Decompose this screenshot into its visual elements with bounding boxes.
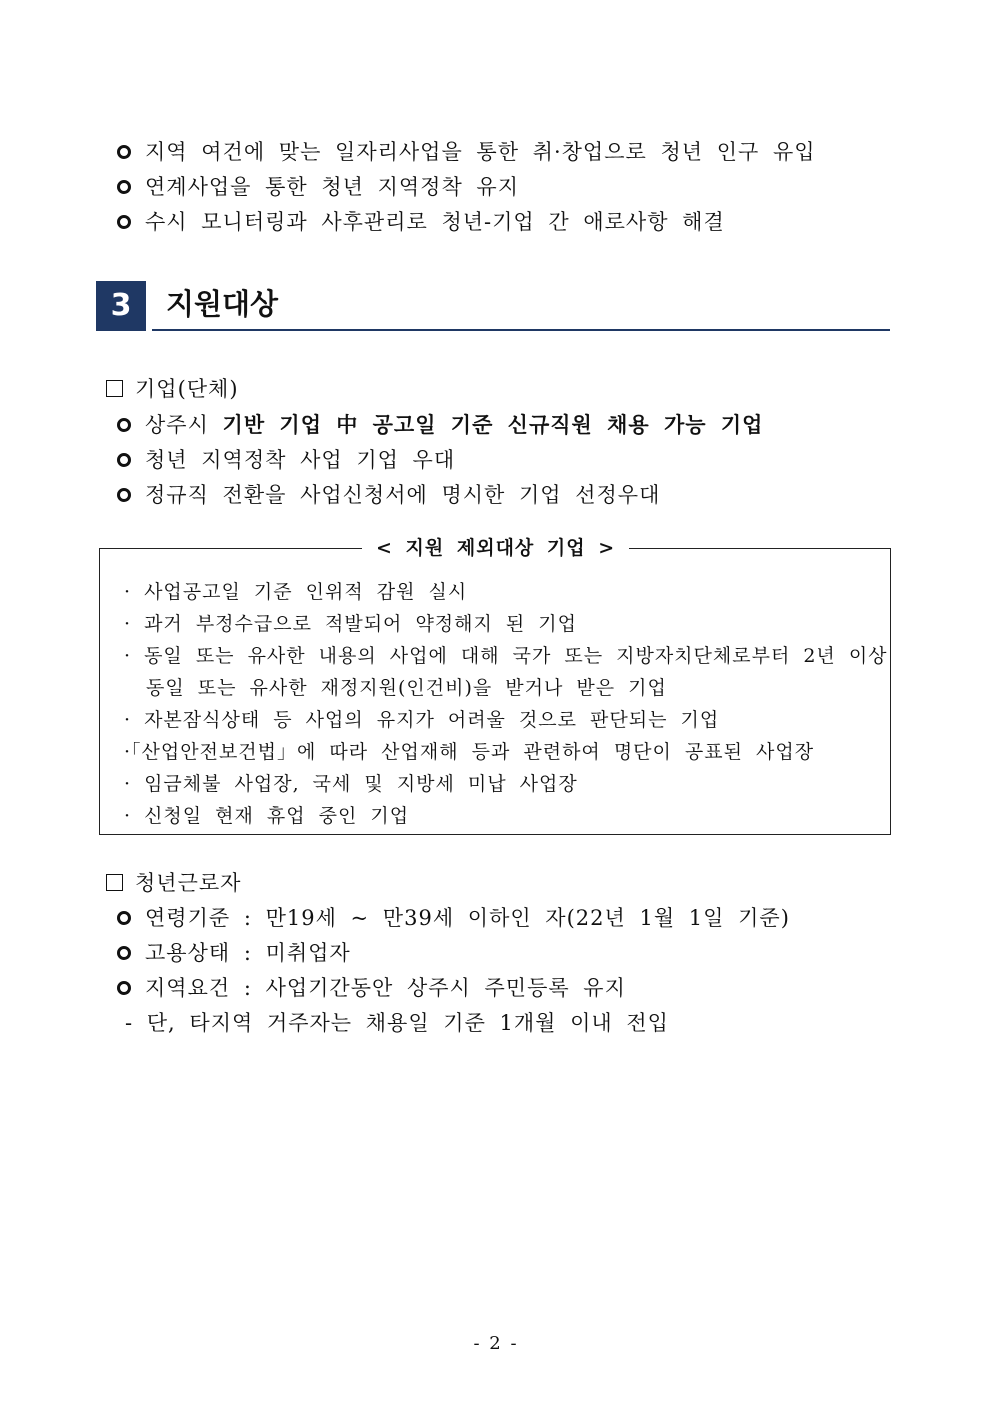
company-bullet-3: 정규직 전환을 사업신청서에 명시한 기업 선정우대	[117, 481, 660, 509]
circle-bullet-icon	[117, 145, 131, 159]
youth-heading: 청년근로자	[106, 869, 241, 897]
checkbox-icon	[106, 874, 123, 891]
company-bullet-1: 상주시 기반 기업 中 공고일 기준 신규직원 채용 가능 기업	[117, 411, 763, 439]
youth-bullet-3: 지역요건 : 사업기간동안 상주시 주민등록 유지	[117, 974, 626, 1002]
exclusion-item: · 동일 또는 유사한 내용의 사업에 대해 국가 또는 지방자치단체로부터 2년 이상	[124, 645, 888, 667]
circle-bullet-icon	[117, 418, 131, 432]
intro-bullet-2: 연계사업을 통한 청년 지역정착 유지	[117, 173, 519, 201]
circle-bullet-icon	[117, 946, 131, 960]
company-heading: 기업(단체)	[106, 375, 239, 403]
circle-bullet-icon	[117, 911, 131, 925]
circle-bullet-icon	[117, 488, 131, 502]
intro-bullet-1: 지역 여건에 맞는 일자리사업을 통한 취·창업으로 청년 인구 유입	[117, 138, 816, 166]
youth-bullet-2: 고용상태 : 미취업자	[117, 939, 351, 967]
intro-bullet-3: 수시 모니터링과 사후관리로 청년-기업 간 애로사항 해결	[117, 208, 725, 236]
section-underline	[152, 329, 890, 331]
circle-bullet-icon	[117, 180, 131, 194]
checkbox-icon	[106, 380, 123, 397]
circle-bullet-icon	[117, 981, 131, 995]
page-number: - 2 -	[473, 1333, 519, 1354]
circle-bullet-icon	[117, 215, 131, 229]
section-title: 지원대상	[166, 287, 279, 321]
company-bullet-2: 청년 지역정착 사업 기업 우대	[117, 446, 455, 474]
exclusion-item: ·「산업안전보건법」에 따라 산업재해 등과 관련하여 명단이 공표된 사업장	[124, 741, 815, 763]
section-number-badge: 3	[96, 281, 146, 331]
youth-note: - 단, 타지역 거주자는 채용일 기준 1개월 이내 전입	[125, 1011, 669, 1035]
exclusion-item: · 과거 부정수급으로 적발되어 약정해지 된 기업	[124, 613, 578, 635]
exclusion-item: · 임금체불 사업장, 국세 및 지방세 미납 사업장	[124, 773, 578, 795]
exclusion-item: · 신청일 현재 휴업 중인 기업	[124, 805, 410, 827]
exclusion-item: · 사업공고일 기준 인위적 감원 실시	[124, 581, 468, 603]
youth-bullet-1: 연령기준 : 만19세 ~ 만39세 이하인 자(22년 1월 1일 기준)	[117, 904, 790, 932]
exclusion-title: < 지원 제외대상 기업 >	[362, 534, 629, 562]
circle-bullet-icon	[117, 453, 131, 467]
exclusion-item-continued: 동일 또는 유사한 재정지원(인건비)을 받거나 받은 기업	[146, 677, 667, 699]
exclusion-item: · 자본잠식상태 등 사업의 유지가 어려울 것으로 판단되는 기업	[124, 709, 720, 731]
